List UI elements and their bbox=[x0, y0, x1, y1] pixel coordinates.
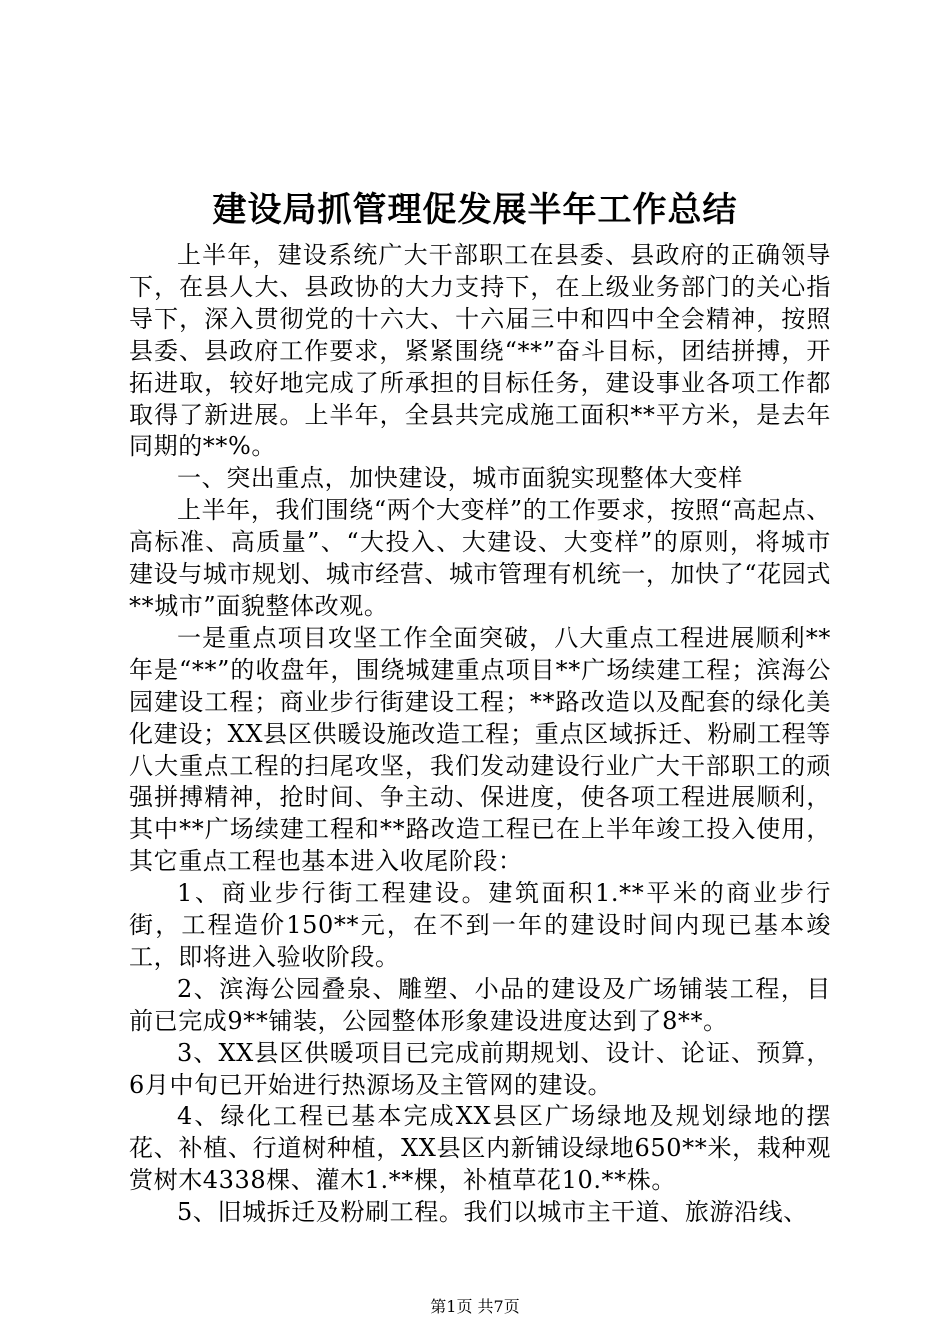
paragraph-key-projects: 一是重点项目攻坚工作全面突破，八大重点工程进展顺利**年是“**”的收盘年，围绕城建重点项目**广场续建工程；滨海公园建设工程；商业步行街建设工程；**路改造以及配套的绿化美化建设；XX县区供暖设施改造工程；重点区域拆迁、粉刷工程等八大重点工程的扫尾攻坚，我们发动建设行业广大干部职工的顽强拼搏精神，抢时间、争主动、保进度，使各项工程进展顺利，其中**广场续建工程和**路改造工程已在上半年竣工投入使用，其它重点工程也基本进入收尾阶段： bbox=[129, 623, 831, 876]
list-item-1: 1、商业步行街工程建设。建筑面积1.**平米的商业步行街，工程造价150**元，在不到一年的建设时间内现已基本竣工，即将进入验收阶段。 bbox=[129, 879, 831, 971]
list-item-2: 2、滨海公园叠泉、雕塑、小品的建设及广场铺装工程，目前已完成9**铺装，公园整体形象建设进度达到了8**。 bbox=[129, 974, 831, 1035]
page-footer: 第1页 共7页 bbox=[430, 1297, 520, 1316]
list-item-5: 5、旧城拆迁及粉刷工程。我们以城市主干道、旅游沿线、 bbox=[177, 1198, 808, 1227]
document-title: 建设局抓管理促发展半年工作总结 bbox=[212, 190, 738, 230]
section-heading-1: 一、突出重点，加快建设，城市面貌实现整体大变样 bbox=[177, 464, 743, 493]
list-item-4: 4、绿化工程已基本完成XX县区广场绿地及规划绿地的摆花、补植、行道树种植，XX县区内新铺设绿地650**米，栽种观赏树木4338棵、灌木1.**棵，补植草花10.**株。 bbox=[129, 1102, 831, 1195]
paragraph-intro: 上半年，建设系统广大干部职工在县委、县政府的正确领导下，在县人大、县政协的大力支持下，在上级业务部门的关心指导下，深入贯彻党的十六大、十六届三中和四中全会精神，按照县委、县政府工作要求，紧紧围绕“**”奋斗目标，团结拼搏，开拓进取，较好地完成了所承担的目标任务，建设事业各项工作都取得了新进展。上半年，全县共完成施工面积**平方米，是去年同期的**%。 bbox=[129, 241, 831, 461]
document-body bbox=[129, 240, 831, 1229]
list-item-3: 3、XX县区供暖项目已完成前期规划、设计、论证、预算，6月中旬已开始进行热源场及主管网的建设。 bbox=[129, 1038, 831, 1099]
paragraph-section-1-intro: 上半年，我们围绕“两个大变样”的工作要求，按照“高起点、高标准、高质量”、“大投入、大建设、大变样”的原则，将城市建设与城市规划、城市经营、城市管理有机统一，加快了“花园式**城市”面貌整体改观。 bbox=[129, 496, 831, 620]
